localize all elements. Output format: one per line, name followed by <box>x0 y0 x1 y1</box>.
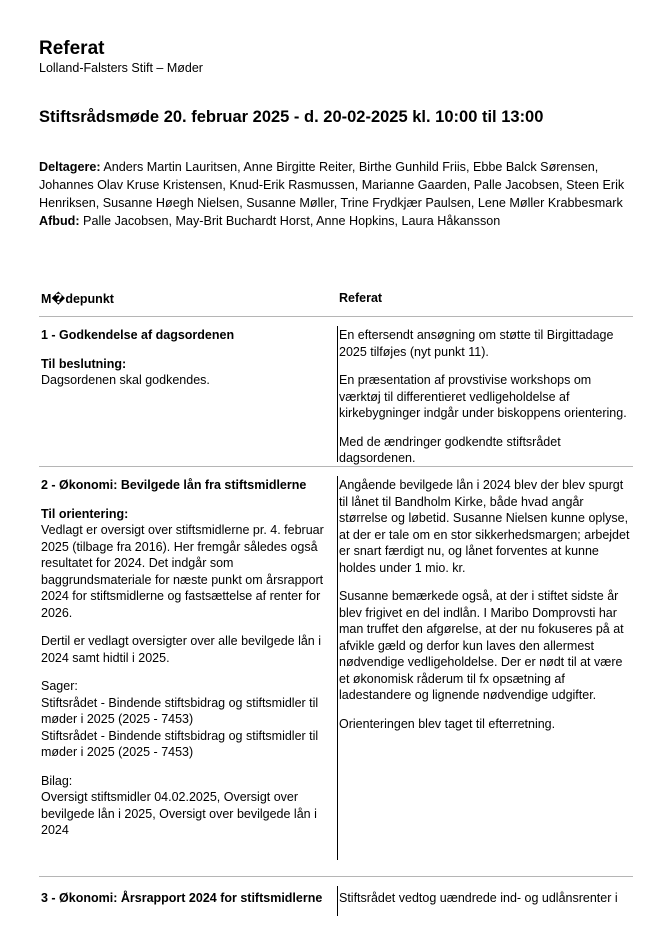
minutes-paragraph: Angående bevilgede lån i 2024 blev der blev spurgt til lånet til Bandholm Kirke, både hvad angår størrelse og løbetid. Susanne Nielsen kunne oplyse, at der er tale om en stor sikkerhedsmargen; arbejdet er snart færdigt nu, og lånet forventes at kunne holdes under 1 mio. kr. <box>339 478 630 575</box>
attendees-label: Deltagere: <box>39 160 101 174</box>
agenda-item-label: Til beslutning: <box>41 356 127 371</box>
agenda-item-text: Dertil er vedlagt oversigter over alle bevilgede lån i 2024 samt hidtil i 2025. <box>41 634 322 665</box>
minutes-paragraph: Orienteringen blev taget til efterretning. <box>339 716 556 731</box>
participants-block <box>39 158 639 230</box>
table-divider <box>39 466 633 467</box>
table-divider <box>39 876 633 877</box>
table-row-agenda-cell <box>41 327 326 389</box>
agenda-item-text: Dagsordenen skal godkendes. <box>41 373 210 387</box>
absent-list: Palle Jacobsen, May-Brit Buchardt Horst, Anne Hopkins, Laura Håkansson <box>79 214 501 228</box>
column-header-agenda: M�depunkt <box>41 292 114 306</box>
table-row-minutes-cell <box>339 477 631 732</box>
minutes-paragraph: Stiftsrådet vedtog uændrede ind- og udlånsrenter i <box>339 891 618 905</box>
agenda-item-cases: Sager: Stiftsrådet - Bindende stiftsbidrag og stiftsmidler til møder i 2025 (2025 - 7453) Stiftsrådet - Bindende stiftsbidrag og stiftsmidler til møder i 2025 (2025 - 7453) <box>41 679 319 759</box>
table-row-agenda-cell <box>41 477 326 839</box>
table-divider <box>39 316 633 317</box>
table-row-agenda-cell <box>41 890 336 907</box>
minutes-paragraph: En eftersendt ansøgning om støtte til Birgittadage 2025 tilføjes (nyt punkt 11). <box>339 328 614 359</box>
agenda-item-heading: 1 - Godkendelse af dagsordenen <box>41 328 235 342</box>
minutes-paragraph: Med de ændringer godkendte stiftsrådet dagsordenen. <box>339 434 561 465</box>
minutes-paragraph: Susanne bemærkede også, at der i stiftet sidste år blev frigivet en del indlån. I Maribo Domprovsti har man truffet den afgørelse, at der nu fokuseres på at afvikle gæld og derfor kun laves den allermest nødvendige vedligeholdelse. Der er nødt til at være et økonomisk råderum til fx opsætning af ladestandere og lignende nødvendige udgifter. <box>339 589 624 702</box>
agenda-item-attachments: Bilag: Oversigt stiftsmidler 04.02.2025, Oversigt over bevilgede lån i 2025, Oversigt over bevilgede lån i 2024 <box>41 773 317 837</box>
minutes-paragraph: En præsentation af provstivise workshops om værktøj til differentieret vedligeholdelse af kirkebygninger indgår under biskoppens orientering. <box>339 373 627 420</box>
agenda-item-text: Vedlagt er oversigt over stiftsmidlerne pr. 4. februar 2025 (tilbage fra 2016). Her fremgår således også resultatet for 2024. Det indgår som baggrundsmateriale for næste punkt om årsrapport 2024 for stiftsmidlerne og fastsættelse af renter for 2026. <box>41 523 324 620</box>
agenda-item-heading: 2 - Økonomi: Bevilgede lån fra stiftsmidlerne <box>41 478 307 492</box>
column-header-minutes: Referat <box>339 291 383 305</box>
column-separator <box>337 476 338 860</box>
column-separator <box>337 886 338 916</box>
column-separator <box>337 326 338 462</box>
table-row-minutes-cell <box>339 890 631 907</box>
attendees-list: Anders Martin Lauritsen, Anne Birgitte Reiter, Birthe Gunhild Friis, Ebbe Balck Sørensen, Johannes Olav Kruse Kristensen, Knud-Erik Rasmussen, Marianne Gaarden, Palle Jacobsen, Steen Erik Henriksen, Susanne Høegh Nielsen, Susanne Møller, Trine Frydkjær Paulsen, Lene Møller Krabbesmark <box>39 160 625 210</box>
meeting-title: Stiftsrådsmøde 20. februar 2025 - d. 20-02-2025 kl. 10:00 til 13:00 <box>39 108 544 126</box>
absent-label: Afbud: <box>39 214 80 228</box>
document-subtitle: Lolland-Falsters Stift – Møder <box>39 61 203 75</box>
agenda-item-label: Til orientering: <box>41 506 129 521</box>
agenda-item-heading: 3 - Økonomi: Årsrapport 2024 for stiftsmidlerne <box>41 891 323 905</box>
document-title: Referat <box>39 38 105 59</box>
table-row-minutes-cell <box>339 327 631 467</box>
